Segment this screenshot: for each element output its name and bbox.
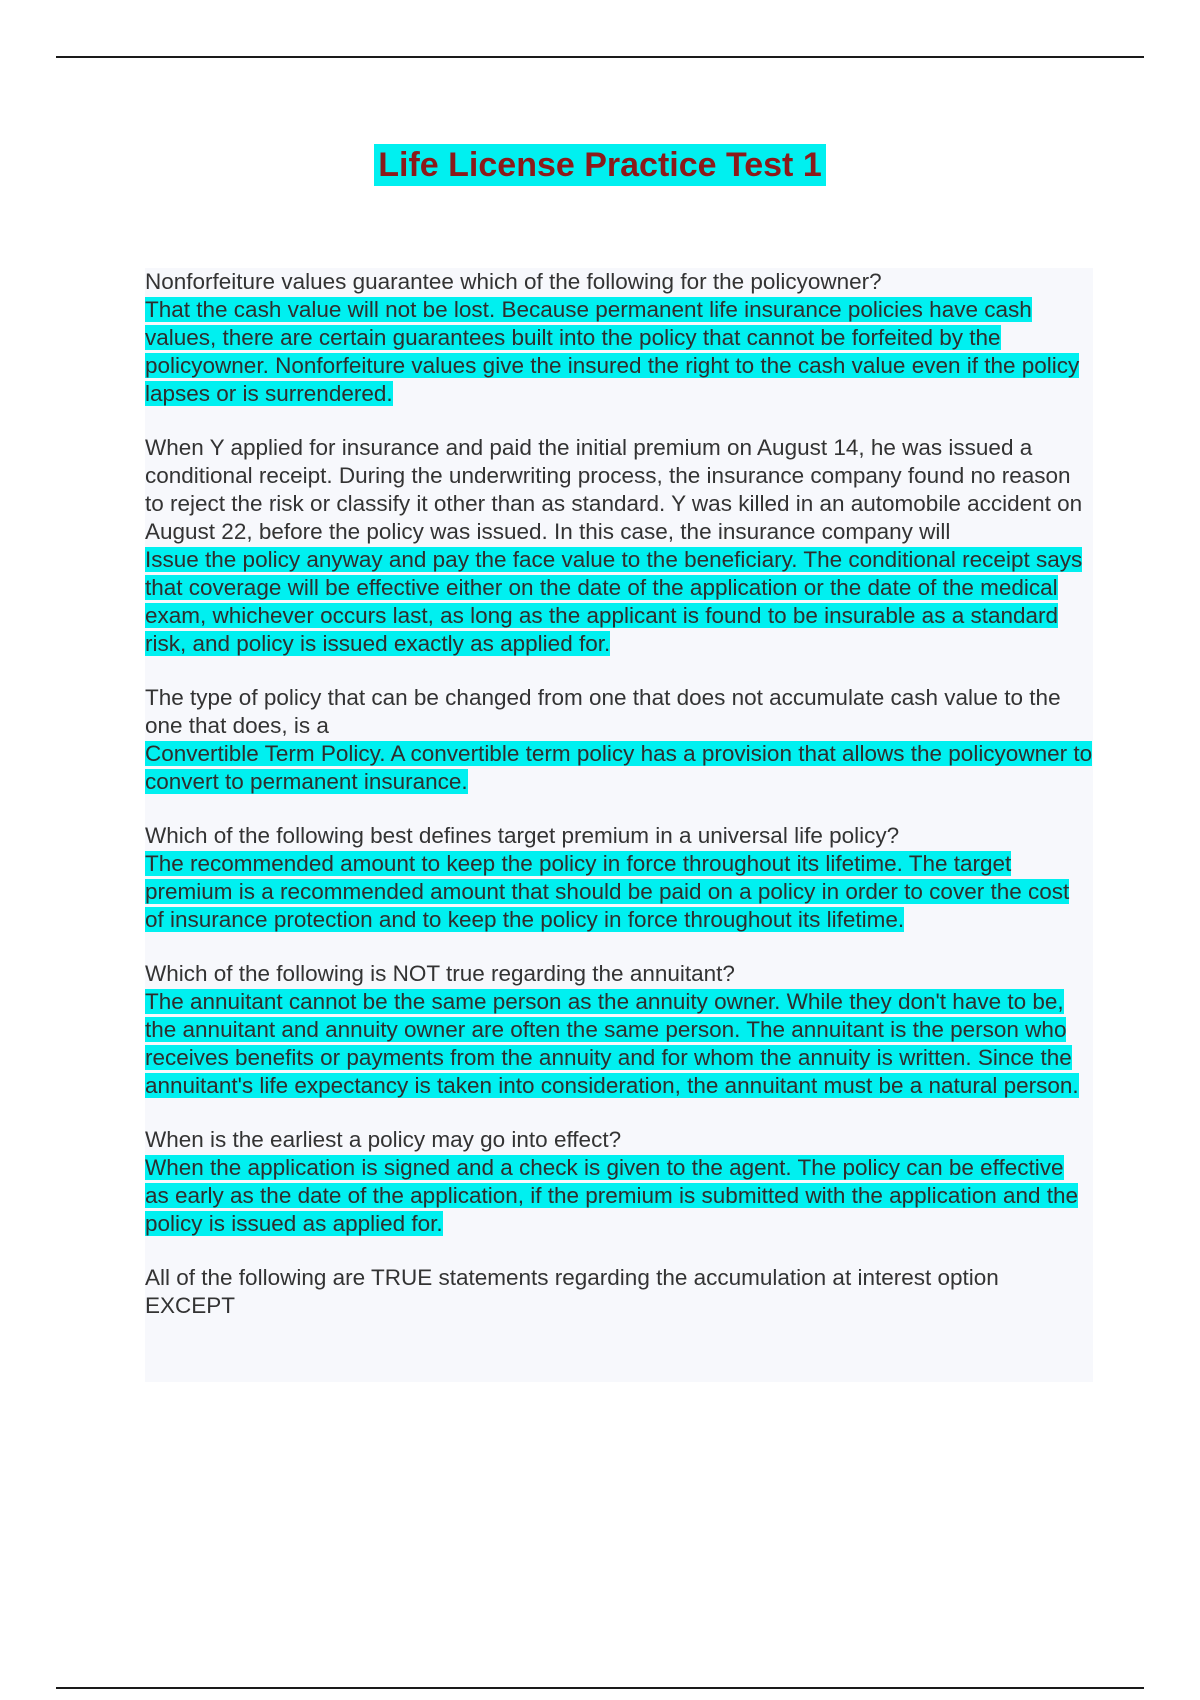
answer-highlight: That the cash value will not be lost. Because permanent life insurance policies have cash values, there are certain guarantees built into the policy that cannot be forfeited by the policyowner. Nonforfeiture values give the insured the right to the cash value even if the policy lapses or is surrendered. [145, 297, 1080, 406]
qa-item-6 [145, 1126, 1093, 1238]
question-text: When is the earliest a policy may go into effect? [145, 1127, 622, 1152]
question-text: All of the following are TRUE statements regarding the accumulation at interest option EXCEPT [145, 1265, 999, 1318]
answer-highlight: The annuitant cannot be the same person as the annuity owner. While they don't have to be, the annuitant and annuity owner are often the same person. The annuitant is the person who receives benefits or payments from the annuity and for whom the annuity is written. Since the annuitant's life expectancy is taken into consideration, the annuitant must be a natural person. [145, 989, 1079, 1098]
qa-item-1 [145, 268, 1093, 408]
answer-highlight: Issue the policy anyway and pay the face value to the beneficiary. The conditional receipt says that coverage will be effective either on the date of the application or the date of the medical exam, whichever occurs last, as long as the applicant is found to be insurable as a standard risk, and policy is issued exactly as applied for. [145, 547, 1083, 656]
title-container [0, 144, 1200, 186]
question-text: Nonforfeiture values guarantee which of the following for the policyowner? [145, 269, 882, 294]
page-title: Life License Practice Test 1 [374, 144, 825, 186]
qa-item-7 [145, 1264, 1093, 1320]
question-text: The type of policy that can be changed from one that does not accumulate cash value to the one that does, is a [145, 685, 1061, 738]
qa-list [145, 268, 1093, 1346]
qa-item-4 [145, 822, 1093, 934]
question-text: When Y applied for insurance and paid the initial premium on August 14, he was issued a conditional receipt. During the underwriting process, the insurance company found no reason to reject the risk or classify it other than as standard. Y was killed in an automobile accident on August 22, before the policy was issued. In this case, the insurance company will [145, 435, 1083, 544]
qa-item-5 [145, 960, 1093, 1100]
bottom-rule [56, 1687, 1144, 1689]
question-text: Which of the following best defines target premium in a universal life policy? [145, 823, 900, 848]
qa-item-2 [145, 434, 1093, 658]
qa-item-3 [145, 684, 1093, 796]
answer-highlight: Convertible Term Policy. A convertible term policy has a provision that allows the policyowner to convert to permanent insurance. [145, 741, 1093, 794]
question-text: Which of the following is NOT true regarding the annuitant? [145, 961, 735, 986]
top-rule [56, 56, 1144, 58]
answer-highlight: When the application is signed and a check is given to the agent. The policy can be effective as early as the date of the application, if the premium is submitted with the application and the policy is issued as applied for. [145, 1155, 1079, 1236]
answer-highlight: The recommended amount to keep the policy in force throughout its lifetime. The target premium is a recommended amount that should be paid on a policy in order to cover the cost of insurance protection and to keep the policy in force throughout its lifetime. [145, 851, 1070, 932]
